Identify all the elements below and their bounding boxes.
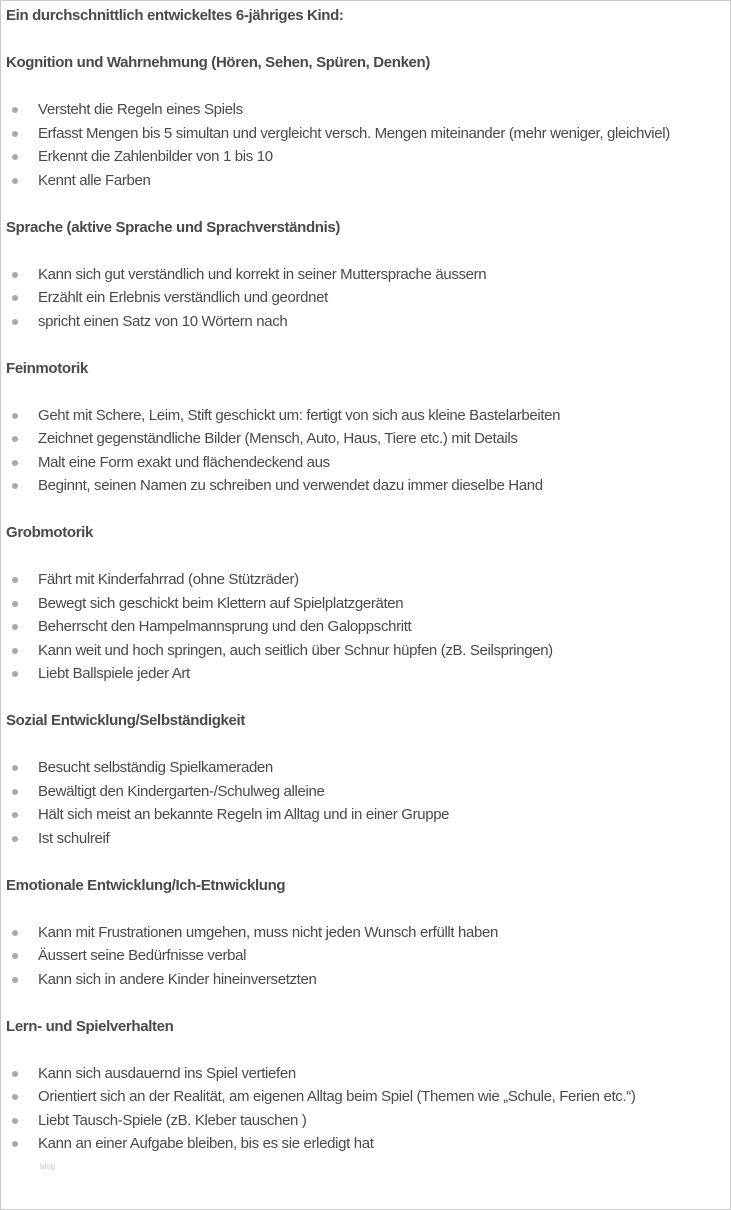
section-heading: Kognition und Wahrnehmung (Hören, Sehen, Spüren, Denken) [6,54,431,71]
list-item-text: Erzählt ein Erlebnis verständlich und geordnet [38,289,328,306]
list-item-text: Beginnt, seinen Namen zu schreiben und verwendet dazu immer dieselbe Hand [38,477,543,494]
section-heading: Sprache (aktive Sprache und Sprachverständnis) [6,218,341,236]
spacer [6,545,730,569]
list-item [6,944,730,968]
list-item-text: Liebt Tausch-Spiele (zB. Kleber tauschen ) [38,1111,307,1129]
list-item [6,921,730,945]
bullet-icon [12,765,18,771]
list-item [6,592,730,616]
list-item-text: Hält sich meist an bekannte Regeln im Alltag und in einer Gruppe [38,806,450,823]
bullet-list [6,568,730,686]
list-item [6,1062,730,1086]
list-item [6,568,730,592]
bullet-icon [12,577,18,583]
list-item [6,1109,730,1133]
list-item [6,145,730,169]
list-item-text: Kennt alle Farben [38,171,151,189]
spacer [6,380,730,404]
spacer [6,498,730,522]
section [6,1015,730,1180]
list-item [6,827,730,851]
list-item [6,803,730,827]
bullet-icon [12,930,18,936]
list-item-text: Kann an einer Aufgabe bleiben, bis es sie erledigt hat [38,1135,374,1152]
spacer [6,28,730,52]
spacer [6,333,730,357]
list-item [6,474,730,498]
list-item [6,756,730,780]
list-item-text: Erfasst Mengen bis 5 simultan und vergleicht versch. Mengen miteinander (mehr weniger, gleichviel) [38,124,670,142]
list-item-text: Kann sich ausdauernd ins Spiel vertiefen [38,1064,296,1082]
section [6,709,730,874]
list-item [6,780,730,804]
bullet-icon [12,648,18,654]
section-heading: Feinmotorik [6,359,88,377]
section [6,216,730,357]
bullet-icon [12,413,18,419]
bullet-list [6,1062,730,1156]
list-item-text: Erkennt die Zahlenbilder von 1 bis 10 [38,148,273,165]
section-heading: Lern- und Spielverhalten [6,1017,174,1035]
bullet-icon [12,601,18,607]
bullet-icon [12,107,18,113]
list-item-text: Kann sich in andere Kinder hineinversetzten [38,970,317,988]
document-title: Ein durchschnittlich entwickeltes 6-jähriges Kind: [6,7,344,24]
bullet-icon [12,272,18,278]
bullet-icon [12,953,18,959]
spacer [6,897,730,921]
list-item [6,286,730,310]
spacer [6,686,730,710]
section-heading: Grobmotorik [6,524,93,541]
spacer [6,1038,730,1062]
list-item [6,404,730,428]
bullet-icon [12,1094,18,1100]
list-item-text: Bewegt sich geschickt beim Klettern auf Spielplatzgeräten [38,594,404,612]
list-item-text: Besucht selbständig Spielkameraden [38,759,273,776]
list-item-text: Versteht die Regeln eines Spiels [38,101,243,118]
bullet-icon [12,131,18,137]
list-item-text: Beherrscht den Hampelmannsprung und den Galoppschritt [38,618,412,635]
bullet-icon [12,178,18,184]
list-item-text: Liebt Ballspiele jeder Art [38,665,190,682]
bullet-icon [12,319,18,325]
list-item-text: Bewältigt den Kindergarten-/Schulweg alleine [38,782,325,800]
list-item-text: Ist schulreif [38,829,110,847]
spacer [6,1156,730,1180]
list-item [6,662,730,686]
bullet-icon [12,836,18,842]
list-item [6,968,730,992]
bullet-list [6,921,730,992]
list-item-text: Zeichnet gegenständliche Bilder (Mensch, Auto, Haus, Tiere etc.) mit Details [38,430,518,447]
list-item-text: Kann mit Frustrationen umgehen, muss nicht jeden Wunsch erfüllt haben [38,923,499,941]
bullet-icon [12,1118,18,1124]
bullet-list [6,404,730,498]
spacer [6,75,730,99]
list-item-text: Fährt mit Kinderfahrrad (ohne Stützräder) [38,571,299,588]
bullet-list [6,756,730,850]
list-item-text: Äussert seine Bedürfnisse verbal [38,947,247,964]
document-content [1,1,730,1179]
bullet-icon [12,789,18,795]
bullet-list [6,98,730,192]
bullet-list [6,263,730,334]
list-item [6,98,730,122]
bullet-icon [12,671,18,677]
list-item [6,1132,730,1156]
list-item [6,1085,730,1109]
spacer [6,192,730,216]
spacer [6,239,730,263]
list-item [6,263,730,287]
list-item [6,122,730,146]
section [6,874,730,1015]
list-item-text: Malt eine Form exakt und flächendeckend aus [38,453,330,471]
bullet-icon [12,1141,18,1147]
bullet-icon [12,295,18,301]
section [6,521,730,709]
bullet-icon [12,812,18,818]
watermark: blog [40,1162,56,1171]
section [6,51,730,216]
list-item [6,310,730,334]
bullet-icon [12,460,18,466]
bullet-icon [12,436,18,442]
spacer [6,733,730,757]
spacer [6,991,730,1015]
list-item [6,427,730,451]
list-item-text: Kann weit und hoch springen, auch seitlich über Schnur hüpfen (zB. Seilspringen) [38,641,553,659]
section-heading: Sozial Entwicklung/Selbständigkeit [6,712,245,729]
list-item [6,615,730,639]
section-heading: Emotionale Entwicklung/Ich-Etnwicklung [6,876,286,894]
list-item [6,639,730,663]
bullet-icon [12,624,18,630]
list-item [6,451,730,475]
bullet-icon [12,483,18,489]
bullet-icon [12,1071,18,1077]
section [6,357,730,522]
list-item-text: Kann sich gut verständlich und korrekt in seiner Muttersprache äussern [38,265,487,283]
bullet-icon [12,977,18,983]
list-item [6,169,730,193]
spacer [6,850,730,874]
list-item-text: spricht einen Satz von 10 Wörtern nach [38,312,288,330]
bullet-icon [12,154,18,160]
list-item-text: Geht mit Schere, Leim, Stift geschickt um: fertigt von sich aus kleine Bastelarbeiten [38,406,561,424]
list-item-text: Orientiert sich an der Realität, am eigenen Alltag beim Spiel (Themen wie „Schule, Ferien etc.“) [38,1088,636,1105]
